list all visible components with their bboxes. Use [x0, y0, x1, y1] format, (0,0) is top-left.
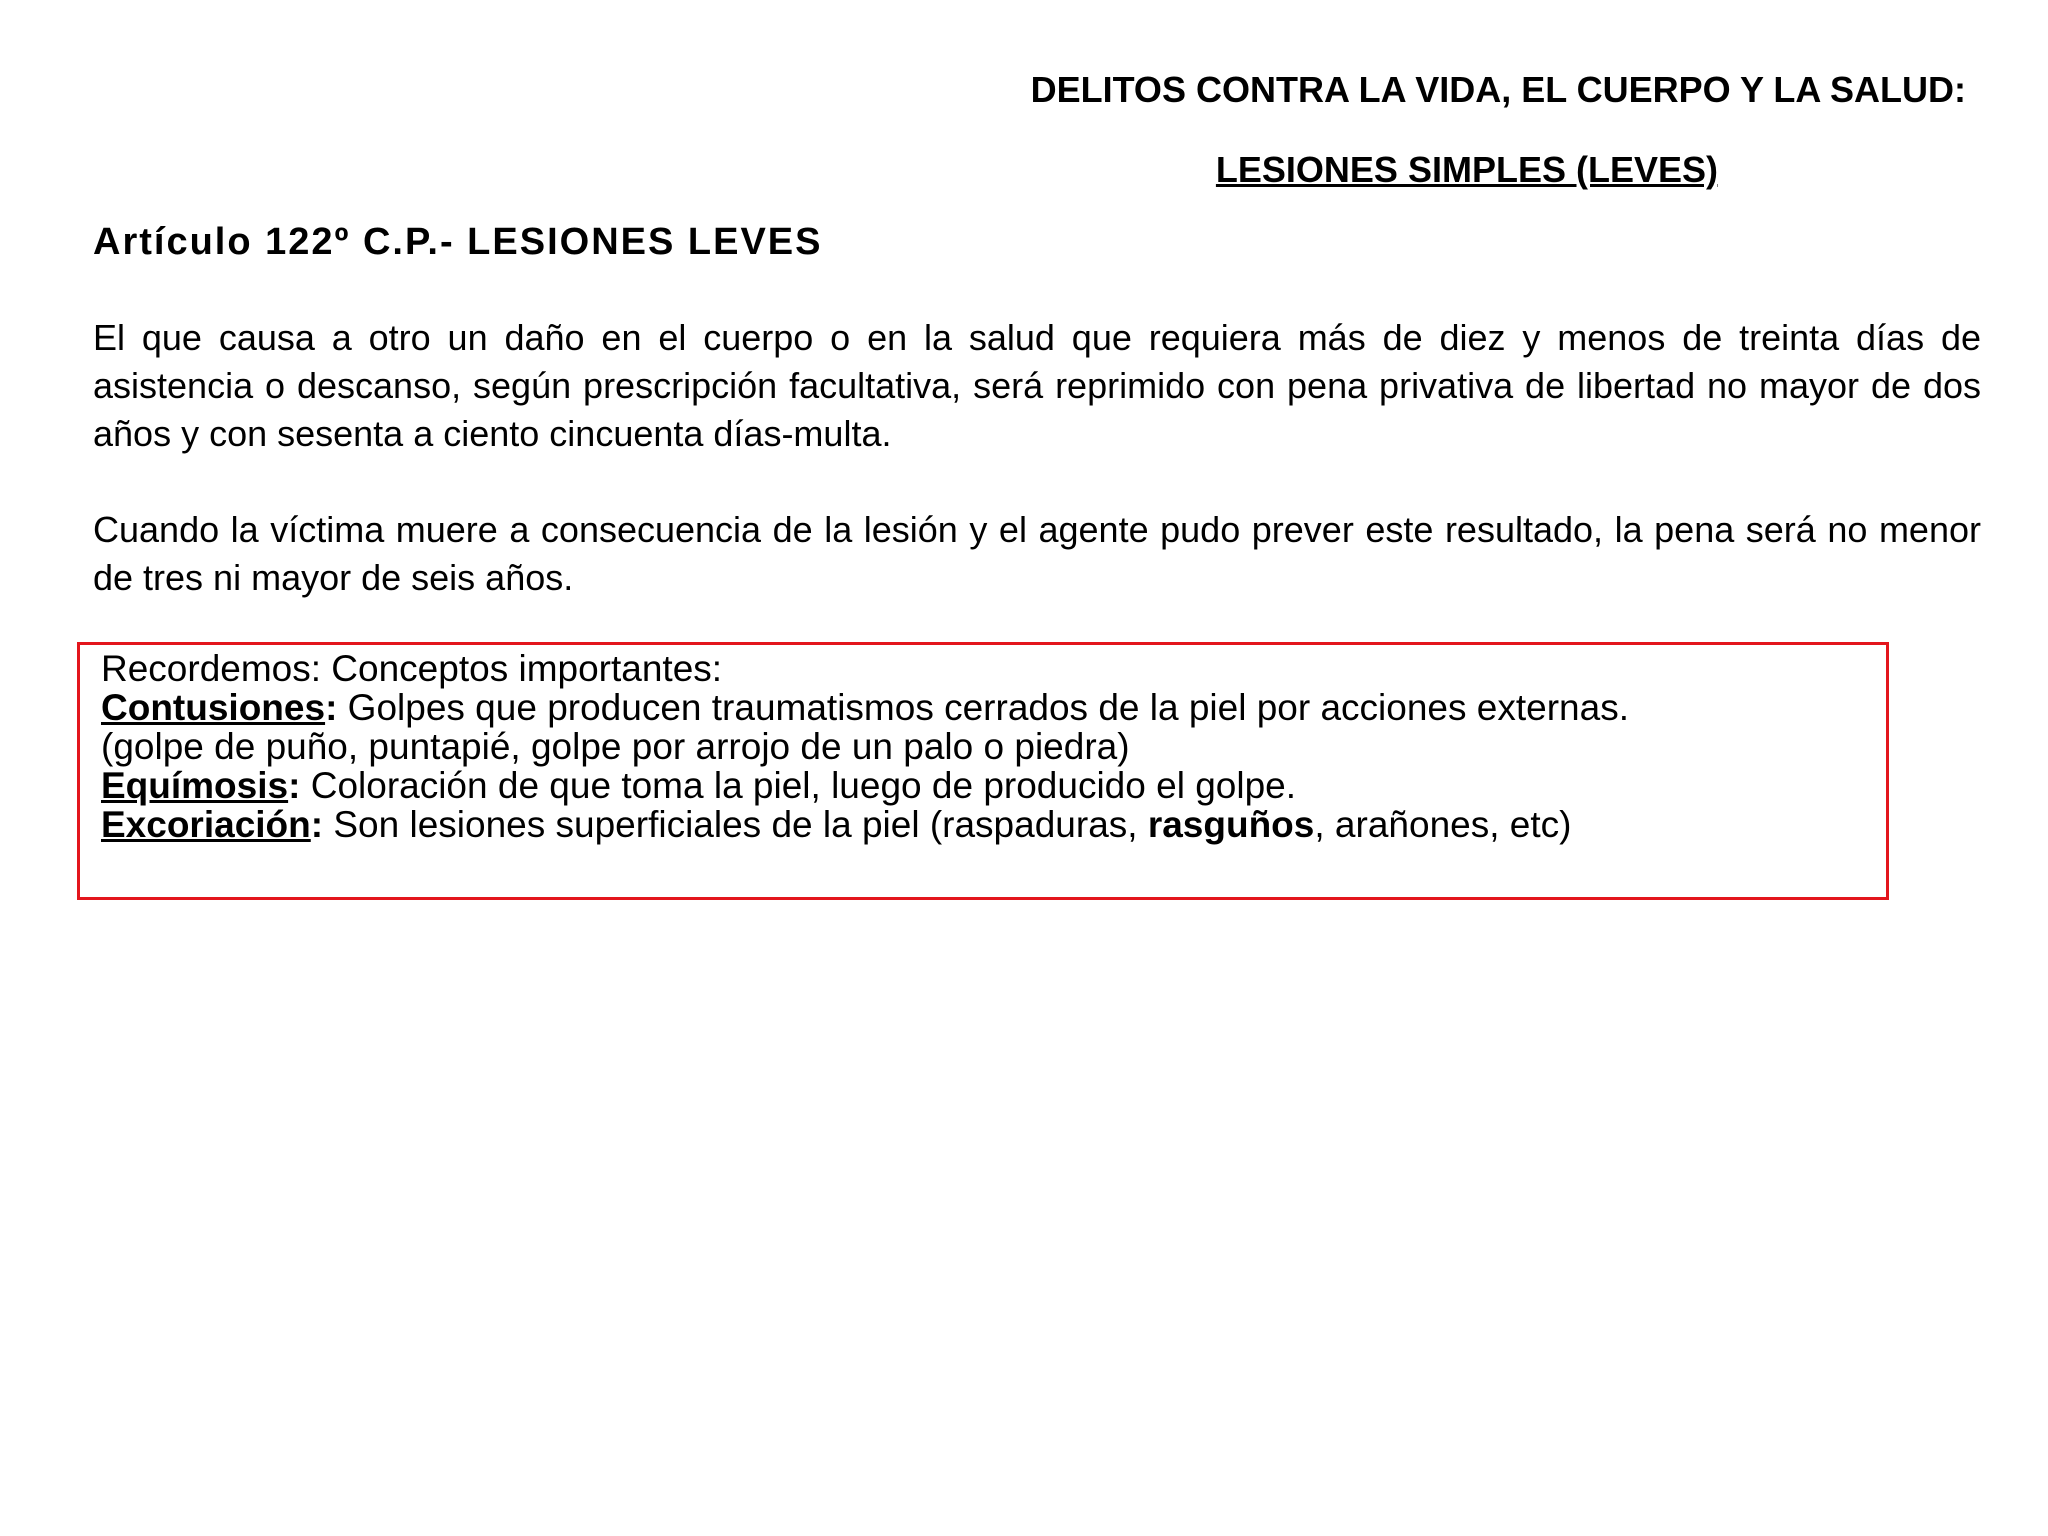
article-paragraph-1: El que causa a otro un daño en el cuerpo o en la salud que requiera más de diez y menos de treinta días de asistencia o descanso, según prescripción facultativa, será reprimido con pena privativa de libertad no mayor de dos años y con sesenta a ciento cincuenta días-multa.: [93, 317, 1981, 454]
concept-bold-word: rasguños: [1147, 804, 1315, 845]
concept-contusiones: [101, 688, 1886, 727]
concept-definition-excoriacion-end: , arañones, etc): [1314, 804, 1572, 845]
concept-excoriacion: [101, 805, 1886, 844]
document-title: DELITOS CONTRA LA VIDA, EL CUERPO Y LA SALUD:: [1030, 69, 1966, 110]
concept-term-equimosis: Equímosis: [101, 765, 289, 806]
concept-colon: :: [288, 765, 301, 806]
concept-examples-contusiones: (golpe de puño, puntapié, golpe por arrojo de un palo o piedra): [101, 726, 1130, 767]
concept-term-excoriacion: Excoriación: [101, 804, 311, 845]
concept-definition-excoriacion-start: Son lesiones superficiales de la piel (raspaduras,: [323, 804, 1148, 845]
concept-definition-equimosis: Coloración de que toma la piel, luego de producido el golpe.: [300, 765, 1297, 806]
article-paragraph-2: Cuando la víctima muere a consecuencia de la lesión y el agente pudo prever este resultado, la pena será no menor de tres ni mayor de seis años.: [93, 509, 1981, 598]
concept-equimosis: [101, 766, 1886, 805]
concept-colon: :: [325, 687, 338, 728]
concept-definition-contusiones: Golpes que producen traumatismos cerrados de la piel por acciones externas.: [337, 687, 1629, 728]
concepts-intro: Recordemos: Conceptos importantes:: [101, 648, 723, 689]
document-subtitle: LESIONES SIMPLES (LEVES): [1215, 149, 1718, 190]
concepts-box: [77, 642, 1889, 900]
concept-term-contusiones: Contusiones: [101, 687, 326, 728]
concept-colon: :: [310, 804, 324, 845]
article-heading: Artículo 122º C.P.- LESIONES LEVES: [93, 221, 823, 263]
